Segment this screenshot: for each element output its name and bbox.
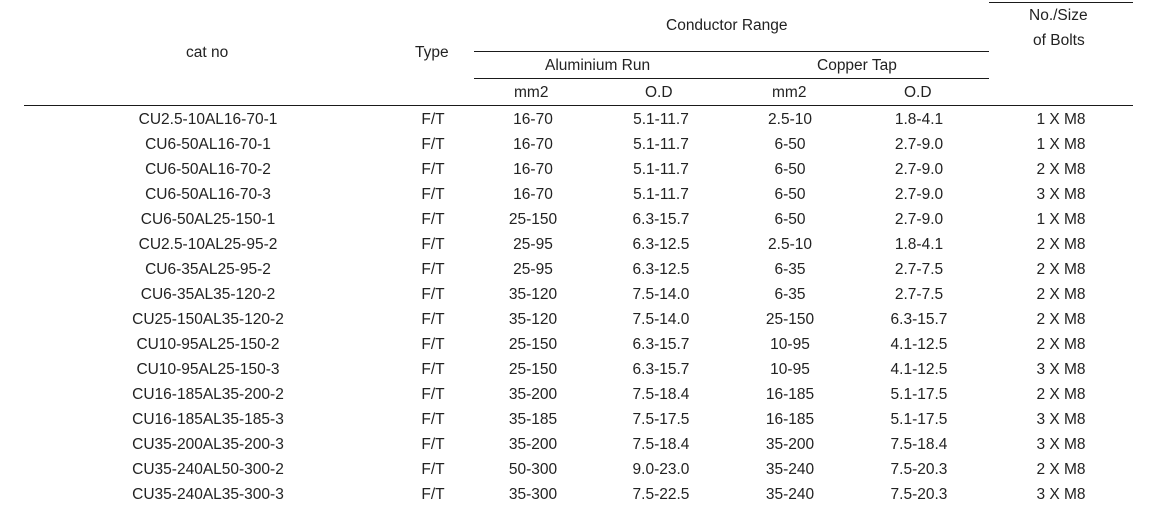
cu-mm2-cell: 2.5-10 (768, 111, 812, 128)
bolts-cell: 1 X M8 (1036, 111, 1086, 128)
cat-no-cell: CU2.5-10AL16-70-1 (138, 111, 278, 128)
type-cell: F/T (421, 361, 445, 378)
cat-no-cell: CU6-50AL16-70-3 (145, 186, 271, 203)
cat-no-cell: CU16-185AL35-185-3 (132, 411, 284, 428)
table-row (0, 384, 1169, 409)
al-mm2-cell: 16-70 (513, 186, 553, 203)
header-cu-od: O.D (904, 84, 932, 101)
al-od-cell: 6.3-15.7 (632, 361, 690, 378)
bolts-cell: 1 X M8 (1036, 211, 1086, 228)
table-row (0, 484, 1169, 509)
type-cell: F/T (421, 336, 445, 353)
cu-mm2-cell: 35-200 (765, 436, 815, 453)
cat-no-cell: CU25-150AL35-120-2 (132, 311, 284, 328)
table-row (0, 184, 1169, 209)
cu-mm2-cell: 16-185 (765, 386, 815, 403)
bolts-cell: 2 X M8 (1036, 461, 1086, 478)
cu-od-cell: 2.7-7.5 (894, 261, 944, 278)
cu-mm2-cell: 35-240 (765, 486, 815, 503)
type-cell: F/T (421, 486, 445, 503)
type-cell: F/T (421, 286, 445, 303)
cu-od-cell: 7.5-20.3 (890, 486, 948, 503)
table-row (0, 259, 1169, 284)
type-cell: F/T (421, 311, 445, 328)
header-type: Type (415, 44, 449, 61)
cu-od-cell: 4.1-12.5 (890, 361, 948, 378)
cu-od-cell: 1.8-4.1 (894, 111, 944, 128)
cu-mm2-cell: 6-50 (774, 136, 806, 153)
al-mm2-cell: 16-70 (513, 111, 553, 128)
bolts-cell: 3 X M8 (1036, 436, 1086, 453)
type-cell: F/T (421, 461, 445, 478)
type-cell: F/T (421, 161, 445, 178)
cat-no-cell: CU6-35AL25-95-2 (145, 261, 271, 278)
cat-no-cell: CU6-50AL25-150-1 (140, 211, 276, 228)
cat-no-cell: CU10-95AL25-150-2 (136, 336, 280, 353)
header-aluminium-run: Aluminium Run (545, 57, 651, 74)
table-row (0, 334, 1169, 359)
al-od-cell: 7.5-18.4 (632, 386, 690, 403)
al-mm2-cell: 35-300 (508, 486, 558, 503)
cu-mm2-cell: 25-150 (765, 311, 815, 328)
cu-mm2-cell: 6-50 (774, 186, 806, 203)
table-row (0, 359, 1169, 384)
table-row (0, 209, 1169, 234)
cu-od-cell: 2.7-9.0 (894, 161, 944, 178)
al-od-cell: 7.5-18.4 (632, 436, 690, 453)
type-cell: F/T (421, 186, 445, 203)
cu-mm2-cell: 2.5-10 (768, 236, 812, 253)
bolts-cell: 2 X M8 (1036, 161, 1086, 178)
al-od-cell: 9.0-23.0 (632, 461, 690, 478)
bolts-cell: 3 X M8 (1036, 411, 1086, 428)
cu-mm2-cell: 10-95 (770, 336, 810, 353)
al-mm2-cell: 35-120 (508, 311, 558, 328)
cu-mm2-cell: 6-50 (774, 161, 806, 178)
table-row (0, 434, 1169, 459)
subgroup-rule (474, 78, 989, 79)
header-al-od: O.D (645, 84, 673, 101)
al-od-cell: 6.3-12.5 (632, 261, 690, 278)
type-cell: F/T (421, 436, 445, 453)
al-mm2-cell: 50-300 (508, 461, 558, 478)
cat-no-cell: CU6-50AL16-70-1 (145, 136, 271, 153)
type-cell: F/T (421, 386, 445, 403)
cu-od-cell: 1.8-4.1 (894, 236, 944, 253)
cat-no-cell: CU35-240AL50-300-2 (132, 461, 284, 478)
type-cell: F/T (421, 111, 445, 128)
al-mm2-cell: 25-95 (513, 261, 553, 278)
al-od-cell: 5.1-11.7 (633, 111, 689, 128)
bolts-cell: 1 X M8 (1036, 136, 1086, 153)
al-mm2-cell: 35-200 (508, 436, 558, 453)
type-cell: F/T (421, 411, 445, 428)
table-row (0, 109, 1169, 134)
al-od-cell: 7.5-14.0 (632, 311, 690, 328)
bolts-cell: 2 X M8 (1036, 236, 1086, 253)
al-mm2-cell: 25-150 (508, 336, 558, 353)
bolts-top-rule (989, 2, 1133, 3)
header-bolts-line2: of Bolts (1033, 32, 1085, 49)
al-od-cell: 7.5-17.5 (632, 411, 690, 428)
cu-od-cell: 2.7-7.5 (894, 286, 944, 303)
cu-mm2-cell: 6-35 (774, 261, 806, 278)
cu-od-cell: 2.7-9.0 (894, 186, 944, 203)
cu-od-cell: 2.7-9.0 (894, 211, 944, 228)
bolts-cell: 2 X M8 (1036, 286, 1086, 303)
bolts-cell: 2 X M8 (1036, 336, 1086, 353)
al-od-cell: 6.3-12.5 (632, 236, 690, 253)
al-od-cell: 7.5-22.5 (632, 486, 690, 503)
cu-mm2-cell: 6-35 (774, 286, 806, 303)
al-mm2-cell: 16-70 (513, 161, 553, 178)
cu-od-cell: 7.5-18.4 (890, 436, 948, 453)
table-row (0, 459, 1169, 484)
cu-od-cell: 4.1-12.5 (890, 336, 948, 353)
header-al-mm2: mm2 (514, 84, 549, 101)
cat-no-cell: CU35-240AL35-300-3 (132, 486, 284, 503)
header-bottom-rule (24, 105, 1133, 106)
cat-no-cell: CU10-95AL25-150-3 (136, 361, 280, 378)
table-row (0, 309, 1169, 334)
cu-od-cell: 5.1-17.5 (890, 386, 948, 403)
bolts-cell: 2 X M8 (1036, 261, 1086, 278)
table-row (0, 234, 1169, 259)
cu-mm2-cell: 16-185 (765, 411, 815, 428)
type-cell: F/T (421, 236, 445, 253)
header-cat-no: cat no (186, 44, 229, 61)
table-row (0, 409, 1169, 434)
cu-od-cell: 5.1-17.5 (890, 411, 948, 428)
al-mm2-cell: 35-185 (508, 411, 558, 428)
header-cu-mm2: mm2 (772, 84, 807, 101)
table-row (0, 159, 1169, 184)
header-copper-tap: Copper Tap (817, 57, 897, 74)
bolts-cell: 3 X M8 (1036, 486, 1086, 503)
cat-no-cell: CU6-35AL35-120-2 (140, 286, 276, 303)
table-row (0, 134, 1169, 159)
bolts-cell: 2 X M8 (1036, 311, 1086, 328)
table-row (0, 284, 1169, 309)
bolts-cell: 2 X M8 (1036, 386, 1086, 403)
al-od-cell: 6.3-15.7 (632, 211, 690, 228)
cu-od-cell: 6.3-15.7 (890, 311, 948, 328)
cat-no-cell: CU16-185AL35-200-2 (132, 386, 284, 403)
cu-od-cell: 2.7-9.0 (894, 136, 944, 153)
al-mm2-cell: 25-150 (508, 361, 558, 378)
al-od-cell: 7.5-14.0 (632, 286, 690, 303)
cat-no-cell: CU2.5-10AL25-95-2 (138, 236, 278, 253)
al-mm2-cell: 25-95 (513, 236, 553, 253)
bolts-cell: 3 X M8 (1036, 361, 1086, 378)
type-cell: F/T (421, 261, 445, 278)
cat-no-cell: CU6-50AL16-70-2 (145, 161, 271, 178)
al-mm2-cell: 35-120 (508, 286, 558, 303)
header-conductor-range: Conductor Range (666, 17, 788, 34)
al-mm2-cell: 25-150 (508, 211, 558, 228)
cu-mm2-cell: 6-50 (774, 211, 806, 228)
al-od-cell: 6.3-15.7 (632, 336, 690, 353)
al-od-cell: 5.1-11.7 (633, 136, 689, 153)
al-od-cell: 5.1-11.7 (633, 186, 689, 203)
bolts-cell: 3 X M8 (1036, 186, 1086, 203)
cat-no-cell: CU35-200AL35-200-3 (132, 436, 284, 453)
cu-od-cell: 7.5-20.3 (890, 461, 948, 478)
table-body (0, 109, 1169, 509)
cu-mm2-cell: 10-95 (770, 361, 810, 378)
al-mm2-cell: 16-70 (513, 136, 553, 153)
type-cell: F/T (421, 211, 445, 228)
conductor-range-rule (474, 51, 989, 52)
header-bolts-line1: No./Size (1029, 7, 1088, 24)
cu-mm2-cell: 35-240 (765, 461, 815, 478)
al-od-cell: 5.1-11.7 (633, 161, 689, 178)
al-mm2-cell: 35-200 (508, 386, 558, 403)
type-cell: F/T (421, 136, 445, 153)
